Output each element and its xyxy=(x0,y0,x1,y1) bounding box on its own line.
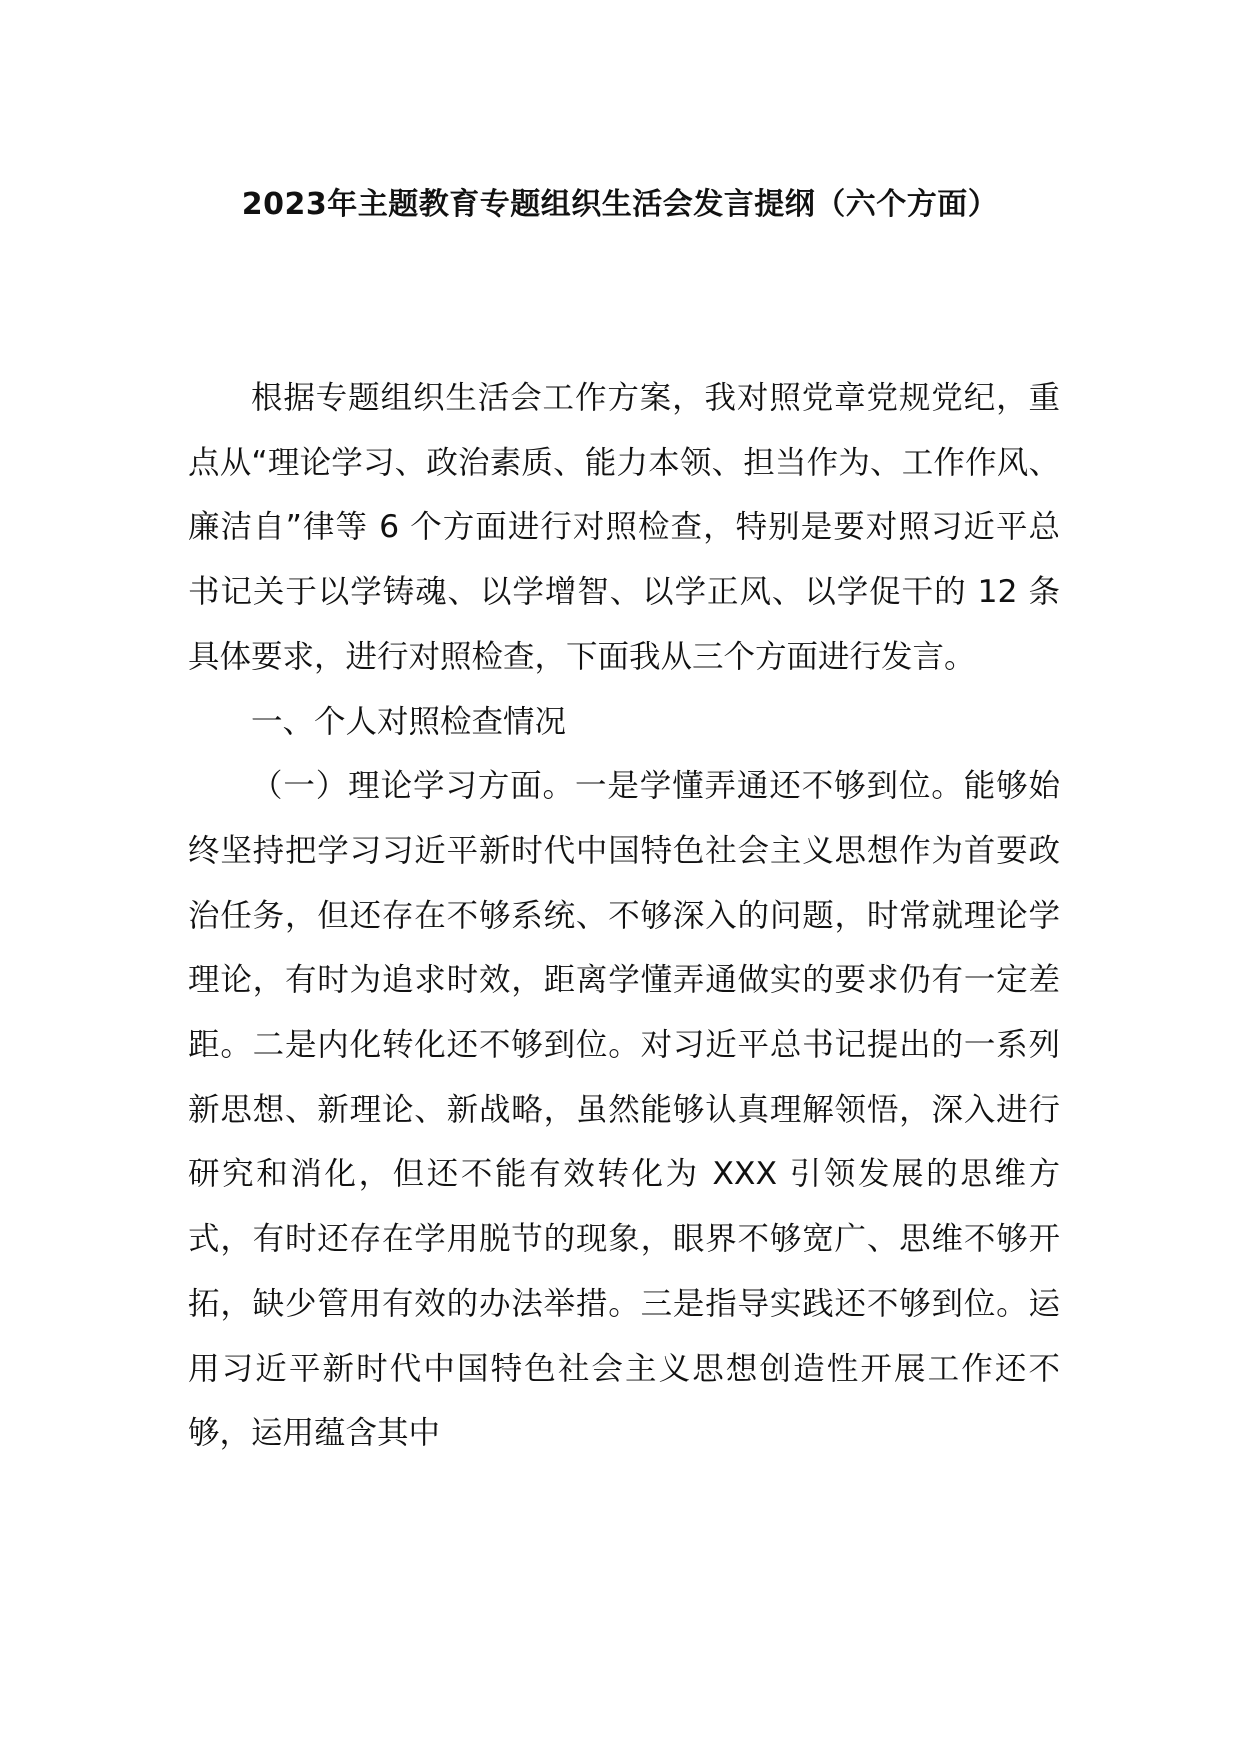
document-title: 2023年主题教育专题组织生活会发言提纲（六个方面） xyxy=(241,187,999,222)
paragraph-theory-study: （一）理论学习方面。一是学懂弄通还不够到位。能够始终坚持把学习习近平新时代中国特色社会主义思想作为首要政治任务，但还存在不够系统、不够深入的问题，时常就理论学理论，有时为追求时效，距离学懂弄通做实的要求仍有一定差距。二是内化转化还不够到位。对习近平总书记提出的一系列新思想、新理论、新战略，虽然能够认真理解领悟，深入进行研究和消化，但还不能有效转化为 XXX 引领发展的思维方式，有时还存在学用脱节的现象，眼界不够宽广、思维不够开拓，缺少管用有效的办法举措。三是指导实践还不够到位。运用习近平新时代中国特色社会主义思想创造性开展工作还不够，运用蕴含其中 xyxy=(188,768,1060,1452)
section-heading: 一、个人对照检查情况 xyxy=(251,703,567,740)
paragraph-intro: 根据专题组织生活会工作方案，我对照党章党规党纪，重点从“理论学习、政治素质、能力本领、担当作为、工作作风、廉洁自”律等 6 个方面进行对照检查，特别是要对照习近平总书记关于以学铸魂、以学增智、以学正风、以学促干的 12 条具体要求，进行对照检查，下面我从三个方面进行发言。 xyxy=(188,380,1060,675)
document-body xyxy=(188,366,1060,1466)
